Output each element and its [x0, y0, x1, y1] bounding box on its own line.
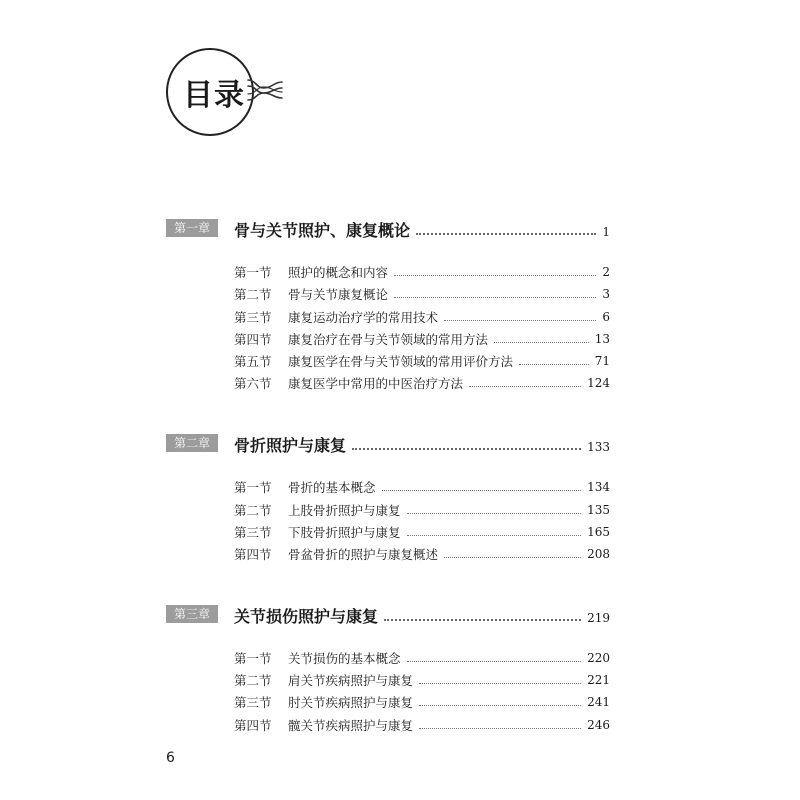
section-label: 第三节	[234, 524, 272, 540]
section-label: 第一节	[234, 651, 272, 667]
section-page: 71	[594, 353, 610, 368]
section-title: 上肢骨折照护与康复	[288, 502, 401, 518]
chapter-group	[166, 213, 610, 392]
section-label: 第五节	[234, 353, 272, 369]
section-title: 康复医学在骨与关节领域的常用评价方法	[288, 353, 514, 369]
section-entry[interactable]	[234, 370, 610, 392]
section-page: 2	[602, 265, 610, 280]
section-title: 骨与关节康复概论	[288, 287, 389, 303]
dot-leader	[394, 297, 596, 298]
section-page: 6	[602, 309, 610, 324]
section-entry[interactable]	[234, 326, 610, 348]
section-page: 246	[587, 717, 610, 732]
dot-leader	[419, 705, 581, 706]
section-title: 骨折的基本概念	[288, 480, 376, 496]
section-label: 第二节	[234, 287, 272, 303]
dot-leader	[394, 275, 596, 276]
section-list	[234, 645, 610, 734]
section-entry[interactable]	[234, 496, 610, 518]
page-number: 6	[166, 750, 175, 766]
section-title: 骨盆骨折的照护与康复概述	[288, 546, 439, 562]
section-title: 康复治疗在骨与关节领域的常用方法	[288, 331, 489, 347]
section-title: 康复医学中常用的中医治疗方法	[288, 376, 464, 392]
chapter-tag: 第二章	[166, 434, 218, 452]
section-label: 第四节	[234, 546, 272, 562]
dot-leader	[419, 683, 581, 684]
dot-leader	[382, 490, 582, 491]
section-page: 3	[602, 287, 610, 302]
dot-leader	[469, 386, 581, 387]
dot-leader	[407, 661, 582, 662]
chapter-title: 骨与关节照护、康复概论	[234, 221, 411, 240]
chapter-title: 骨折照护与康复	[234, 436, 347, 456]
section-title: 康复运动治疗学的常用技术	[288, 309, 439, 325]
chapter-title: 关节损伤照护与康复	[234, 606, 379, 626]
section-page: 208	[587, 546, 610, 561]
dot-leader	[352, 448, 581, 450]
page-title: 目录	[183, 78, 245, 113]
chapter-row	[234, 601, 610, 627]
section-entry[interactable]	[234, 519, 610, 541]
chapter-heading[interactable]	[166, 428, 610, 456]
section-label: 第四节	[234, 331, 272, 347]
dot-leader	[419, 728, 581, 729]
section-entry[interactable]	[234, 541, 610, 563]
section-title: 照护的概念和内容	[288, 265, 389, 281]
chapter-row	[234, 430, 610, 456]
section-entry[interactable]	[234, 711, 610, 733]
chapter-group	[166, 428, 610, 563]
section-title: 肘关节疾病照护与康复	[288, 695, 414, 711]
section-label: 第一节	[234, 480, 272, 496]
section-page: 241	[587, 695, 610, 710]
wave-ornament-icon	[244, 74, 286, 106]
section-label: 第六节	[234, 376, 272, 392]
section-entry[interactable]	[234, 645, 610, 667]
section-label: 第二节	[234, 673, 272, 689]
chapter-row	[234, 215, 610, 241]
section-title: 关节损伤的基本概念	[288, 651, 401, 667]
chapter-page: 133	[587, 440, 610, 455]
section-page: 124	[587, 376, 610, 391]
section-label: 第三节	[234, 309, 272, 325]
section-label: 第四节	[234, 717, 272, 733]
dot-leader	[519, 364, 589, 365]
section-title: 髋关节疾病照护与康复	[288, 717, 414, 733]
section-entry[interactable]	[234, 259, 610, 281]
section-label: 第三节	[234, 695, 272, 711]
chapter-page: 219	[587, 610, 610, 625]
dot-leader	[494, 342, 589, 343]
chapter-heading[interactable]	[166, 599, 610, 627]
section-label: 第二节	[234, 502, 272, 518]
section-entry[interactable]	[234, 474, 610, 496]
section-page: 221	[587, 673, 610, 688]
dot-leader	[416, 233, 596, 235]
table-of-contents	[166, 213, 610, 770]
section-entry[interactable]	[234, 281, 610, 303]
dot-leader	[407, 535, 582, 536]
section-page: 135	[587, 502, 610, 517]
section-list	[234, 259, 610, 392]
section-list	[234, 474, 610, 563]
dot-leader	[444, 557, 581, 558]
toc-title-block	[166, 48, 286, 138]
dot-leader	[407, 513, 582, 514]
section-entry[interactable]	[234, 667, 610, 689]
section-entry[interactable]	[234, 303, 610, 325]
section-title: 下肢骨折照护与康复	[288, 524, 401, 540]
chapter-page: 1	[602, 225, 610, 239]
section-label: 第一节	[234, 265, 272, 281]
section-entry[interactable]	[234, 689, 610, 711]
chapter-group	[166, 599, 610, 734]
chapter-tag: 第三章	[166, 605, 218, 623]
section-title: 肩关节疾病照护与康复	[288, 673, 414, 689]
section-page: 165	[587, 524, 610, 539]
section-page: 13	[594, 331, 610, 346]
chapter-tag: 第一章	[166, 219, 218, 237]
section-entry[interactable]	[234, 348, 610, 370]
dot-leader	[444, 320, 596, 321]
chapter-heading[interactable]	[166, 213, 610, 241]
section-page: 220	[587, 651, 610, 666]
section-page: 134	[587, 480, 610, 495]
dot-leader	[384, 619, 581, 621]
